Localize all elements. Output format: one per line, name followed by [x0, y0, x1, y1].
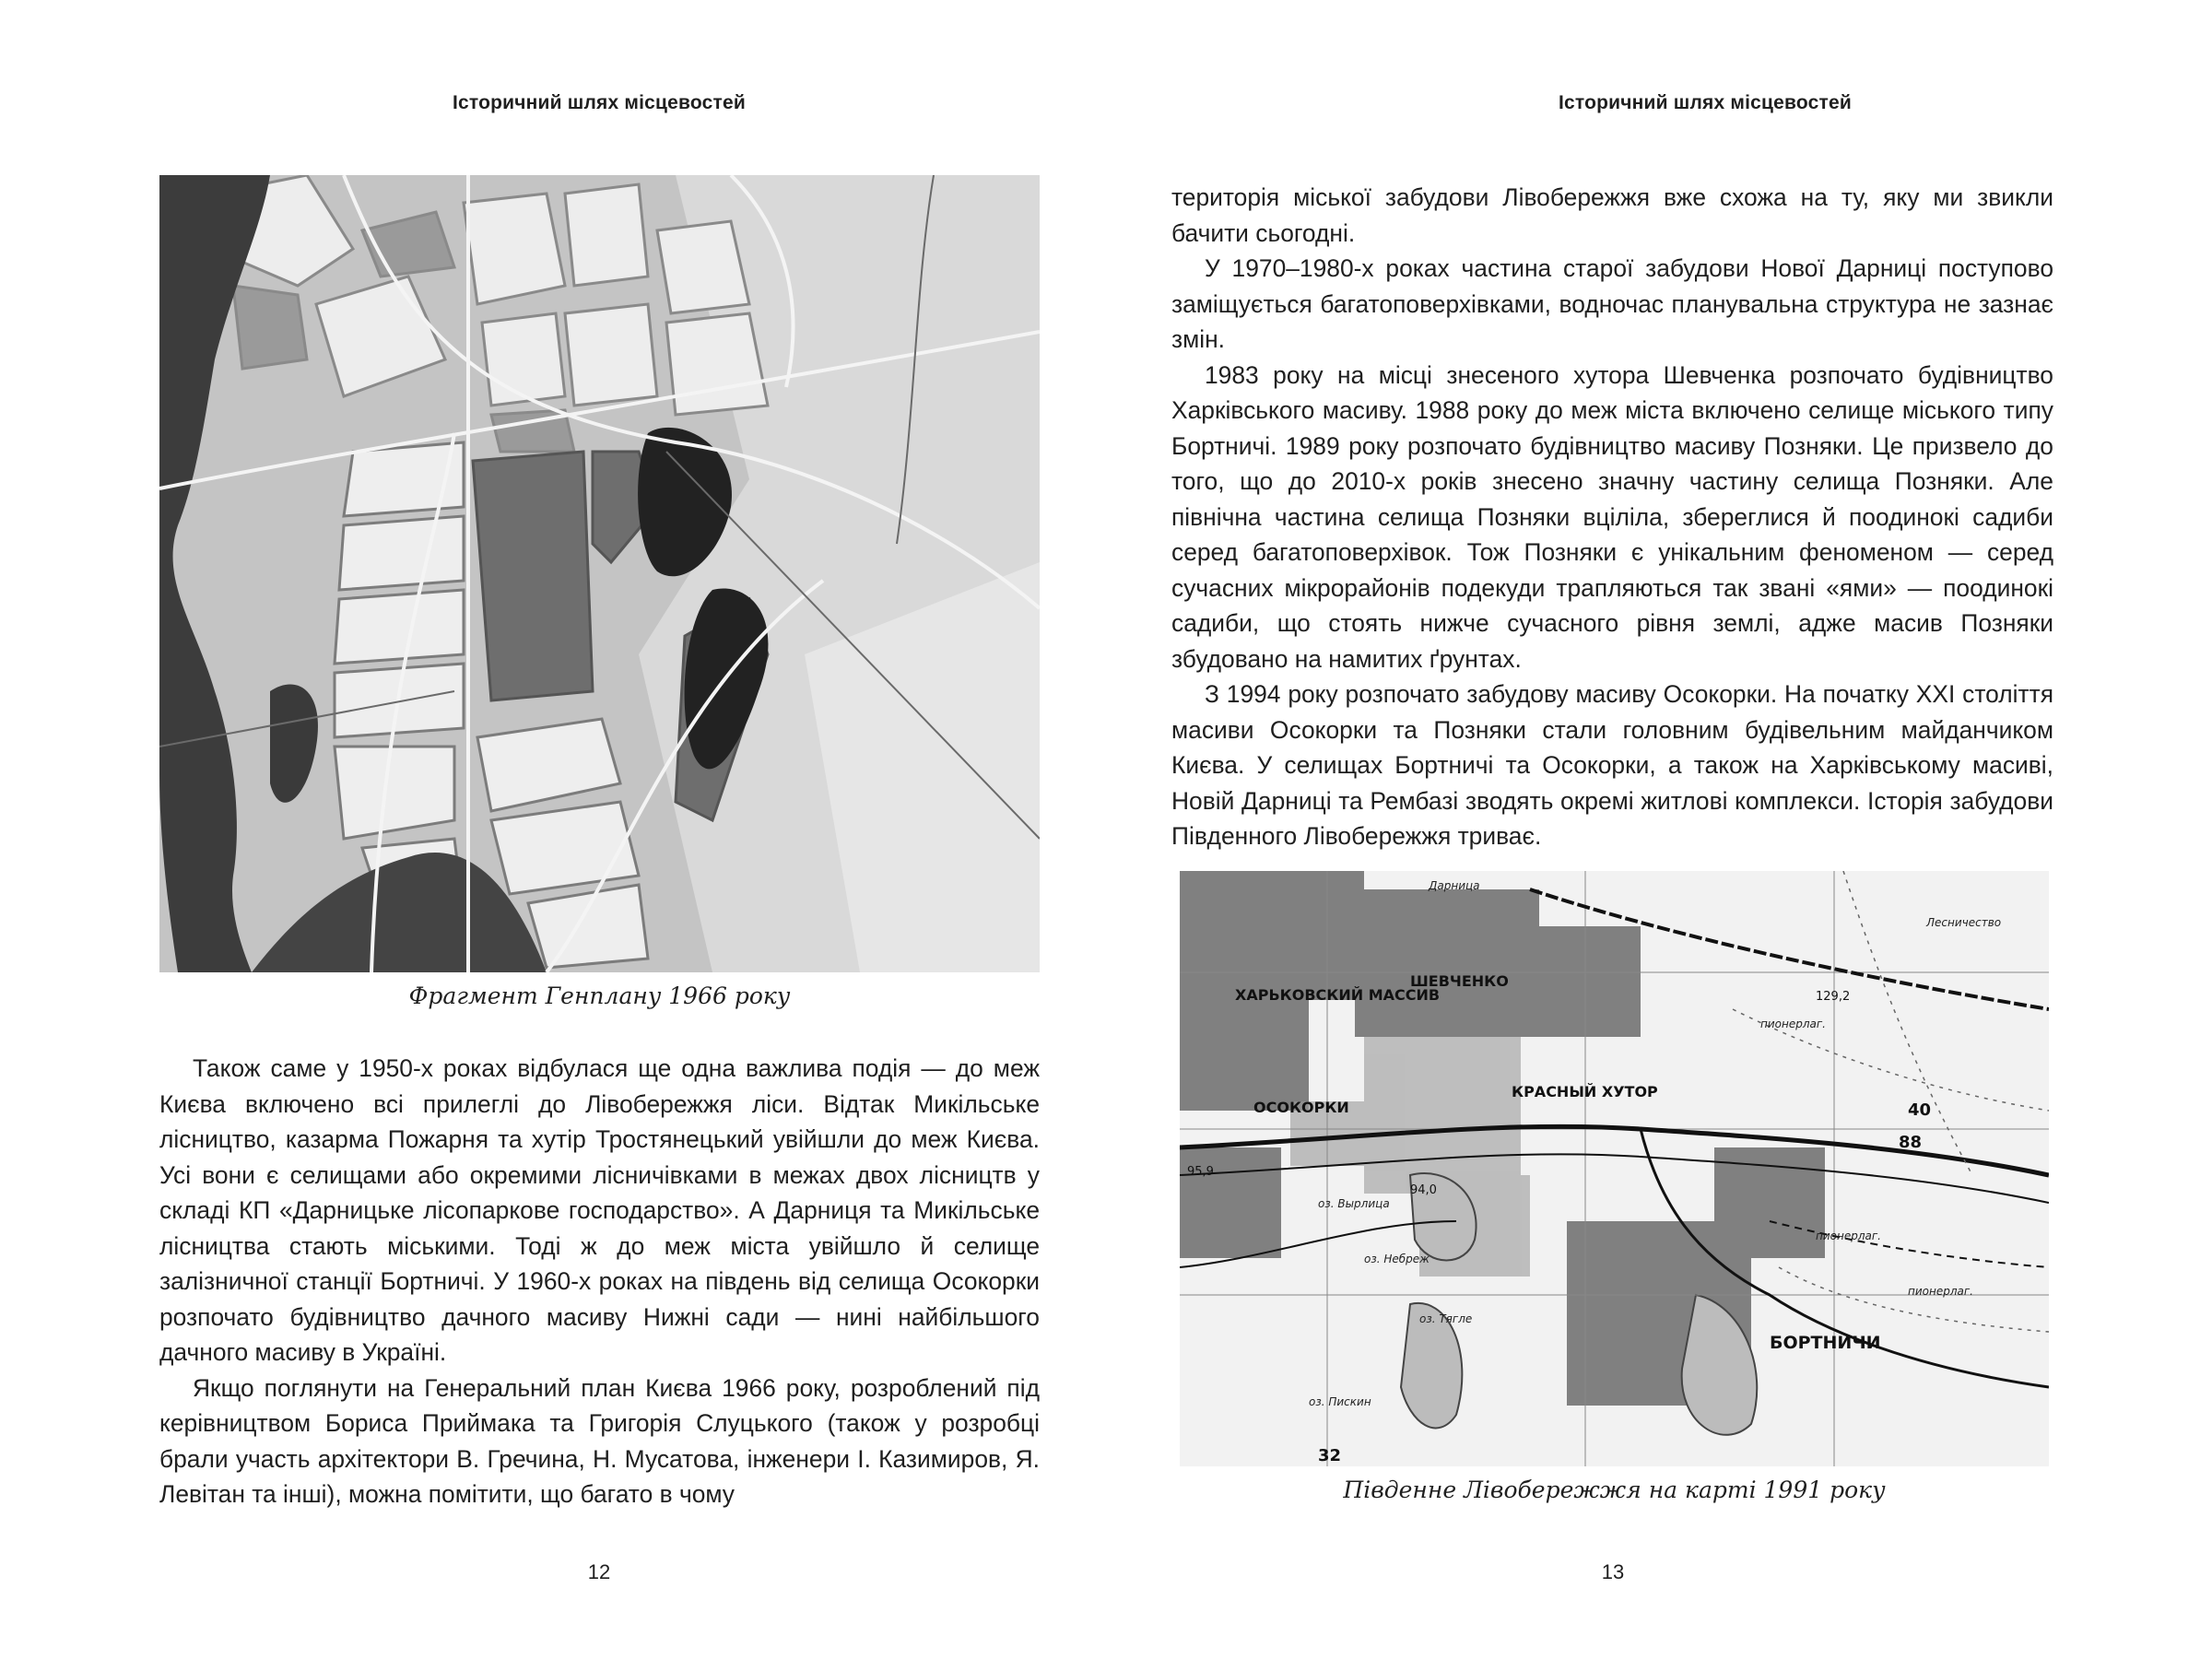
figure-caption-right: Південне Лівобережжя на карті 1991 року	[1343, 1477, 1886, 1503]
map-label: оз. Небреж	[1364, 1253, 1430, 1265]
body-text-left	[159, 1051, 1040, 1512]
running-head-right: Історичний шлях місцевостей	[1558, 92, 1852, 113]
right-page	[1106, 0, 2212, 1659]
map-label: пионерлаг.	[1816, 1230, 1881, 1242]
map-label: 32	[1318, 1446, 1342, 1465]
figure-caption-left: Фрагмент Генплану 1966 року	[408, 982, 791, 1009]
map-label: ОСОКОРКИ	[1253, 1099, 1349, 1116]
map-1991-image	[1180, 871, 2049, 1466]
paragraph: Якщо поглянути на Генеральний план Києва 1966 року, розроблений під керівництвом Бориса Приймака та Григорія Слуцького (також у розробці брали участь архітектори В. Гречина, Н. Мусатова, інженери І. Казимиров, Я. Левітан та інші), можна помітити, що багато в чому	[159, 1373, 1040, 1508]
genplan-1966-image	[159, 175, 1040, 972]
map-label: пионерлаг.	[1760, 1018, 1826, 1030]
map-label: оз. Вырлица	[1318, 1197, 1390, 1210]
page-number-left: 12	[587, 1560, 611, 1583]
map-label: 40	[1908, 1100, 1932, 1120]
map-label: 88	[1899, 1133, 1923, 1152]
body-text-right	[1171, 180, 2053, 854]
paragraph: З 1994 року розпочато забудову масиву Осокорки. На початку XXI століття масиви Осокорки та Позняки стали головним будівельним майданчиком Києва. У селищах Бортничі та Осокорки, а також на Харківському масиві, Новій Дарниці та Рембазі зводять окремі житлові комплекси. Історія забудови Південного Лівобережжя триває.	[1171, 680, 2053, 850]
page-number-right: 13	[1601, 1560, 1625, 1583]
map-label: оз. Тягле	[1419, 1312, 1473, 1325]
paragraph: У 1970–1980-х роках частина старої забудови Нової Дарниці поступово заміщується багатоповерхівками, водночас планувальна структура не зазнає змін.	[1171, 254, 2053, 353]
running-head-left: Історичний шлях місцевостей	[452, 92, 746, 113]
paragraph: Також саме у 1950-х роках відбулася ще одна важлива подія — до меж Києва включено всі прилеглі до Лівобережжя ліси. Відтак Микільське лісництво, казарма Пожарня та хутір Тростянецький увійшли до меж Києва. Усі вони є селищами або окремими лісничівками в межах двох лісництв у складі КП «Дарницьке лісопаркове господарство». А Дарниця та Микільське лісництва стають міськими. Тоді ж до меж міста увійшло й селище залізничної станції Бортничі. У 1960-х роках на південь від селища Осокорки розпочато будівництво дачного масиву Нижні сади — нині найбільшого дачного масиву в Україні.	[159, 1054, 1040, 1366]
map-label: Дарница	[1429, 879, 1480, 892]
map-label: 95,9	[1187, 1165, 1214, 1179]
map-label: пионерлаг.	[1908, 1285, 1973, 1298]
map-label: Лесничество	[1926, 916, 2002, 929]
map-label: БОРТНИЧИ	[1770, 1333, 1881, 1353]
map-label: 94,0	[1410, 1183, 1437, 1197]
map-label: 129,2	[1816, 990, 1851, 1004]
map-label: оз. Пискин	[1309, 1395, 1371, 1408]
paragraph: 1983 року на місці знесеного хутора Шевченка розпочато будівництво Харківського масиву. 1988 року до меж міста включено селище міського типу Бортничі. 1989 року розпочато будівництво масиву Позняки. Це призвело до того, що до 2010-х років знесено значну частину селища Позняки. Але північна частина селища Позняки вціліла, збереглися й поодинокі садиби серед багатоповерхівок. Тож Позняки є унікальним феноменом — серед сучасних мікрорайонів подекуди трапляються так звані «ями» — поодинокі садиби, що стоять нижче сучасного рівня землі, адже масив Позняки збудовано на намитих ґрунтах.	[1171, 360, 2053, 673]
map-label: ХАРЬКОВСКИЙ МАССИВ	[1235, 986, 1441, 1004]
paragraph: територія міської забудови Лівобережжя вже схожа на ту, яку ми звикли бачити сьогодні.	[1171, 183, 2053, 247]
map-label: КРАСНЫЙ ХУТОР	[1512, 1083, 1658, 1100]
map-label: ШЕВЧЕНКО	[1410, 972, 1509, 990]
